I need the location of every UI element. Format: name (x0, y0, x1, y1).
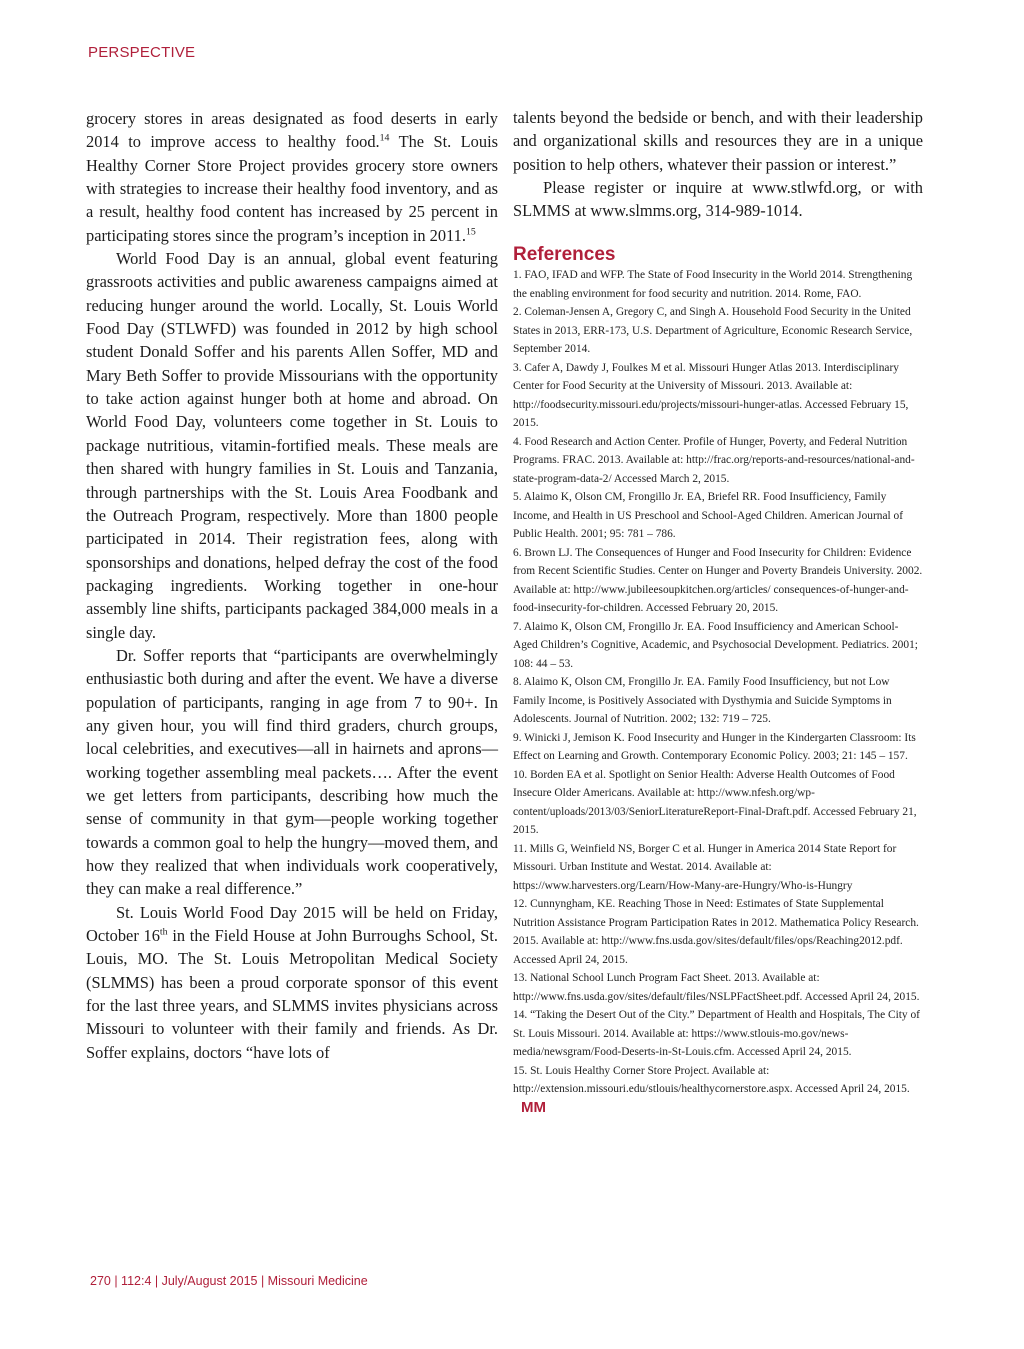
reference-item-last: 15. St. Louis Healthy Corner Store Project. Available at: http://extension.missouri.edu/stlouis/healthycornerstore.aspx. Accessed April 24, 2015.MM (513, 1064, 910, 1116)
reference-item: 8. Alaimo K, Olson CM, Frongillo Jr. EA. Family Food Insufficiency, but not Low Family Income, is Positively Associated with Dysthymia and Suicide Symptoms in Adolescents. Journal of Nutrition. 2002; 132: 719 – 725. (513, 676, 892, 726)
paragraph: grocery stores in areas designated as food deserts in early 2014 to improve access to healthy food.$^{14}$ The St. Louis Healthy Corner Store Project provides grocery store owners with strategies to increase their healthy food inventory, and as a result, healthy food content has increased by 25 percent in participating stores since the program’s inception in 2011.15 (86, 109, 498, 245)
reference-item: 2. Coleman-Jensen A, Gregory C, and Singh A. Household Food Security in the United States in 2013, ERR-173, U.S. Department of Agriculture, Economic Research Service, September 2014. (513, 306, 913, 356)
reference-item: 10. Borden EA et al. Spotlight on Senior Health: Adverse Health Outcomes of Food Insecure Older Americans. Available at: http://www.nfesh.org/wp-content/uploads/2013/03/SeniorLiteratureReport-Final-Draft.pdf. Accessed February 21, 2015. (513, 768, 917, 837)
reference-item: 4. Food Research and Action Center. Profile of Hunger, Poverty, and Federal Nutrition Programs. FRAC. 2013. Available at: http://frac.org/reports-and-resources/national-and-state-program-data-2/ Accessed March 2, 2015. (513, 435, 915, 485)
citation-superscript: 15 (465, 226, 476, 238)
left-column (86, 107, 498, 1064)
references-heading: References (513, 244, 616, 266)
reference-item: 14. “Taking the Desert Out of the City.” Department of Health and Hospitals, The City of St. Louis Missouri. 2014. Available at: https://www.stlouis-mo.gov/news-media/newsgram/Food-Deserts-in-St-Louis.cfm. Accessed April 24, 2015. (513, 1009, 920, 1059)
reference-item: 7. Alaimo K, Olson CM, Frongillo Jr. EA. Food Insufficiency and American School-Aged Children’s Cognitive, Academic, and Psychosocial Development. Pediatrics. 2001; 108: 44 – 53. (513, 620, 918, 670)
reference-item: 6. Brown LJ. The Consequences of Hunger and Food Insecurity for Children: Evidence from Recent Scientific Studies. Center on Hunger and Poverty Brandeis University. 2002. Available at: http://www.jubileesoupkitchen.org/articles/ consequences-of-hunger-and-food-insecurity-for-children. Accessed February 20, 2015. (513, 546, 923, 615)
reference-item: 3. Cafer A, Dawdy J, Foulkes M et al. Missouri Hunger Atlas 2013. Interdisciplinary Center for Food Security at the University of Missouri. 2013. Available at: http://foodsecurity.missouri.edu/projects/missouri-hunger-atlas. Accessed February 15, 2015. (513, 361, 909, 430)
paragraph: talents beyond the bedside or bench, and with their leadership and organizational skills and resources they are in a unique position to help others, whatever their passion or interest.” (513, 108, 923, 174)
reference-item: 9. Winicki J, Jemison K. Food Insecurity and Hunger in the Kindergarten Classroom: Its Effect on Learning and Growth. Contemporary Economic Policy. 2003; 21: 145 – 157. (513, 731, 916, 763)
reference-item: 11. Mills G, Weinfield NS, Borger C et al. Hunger in America 2014 State Report for Missouri. Urban Institute and Westat. 2014. Available at: https://www.harvesters.org/Learn/How-Many-are-Hungry/Who-is-Hungry (513, 842, 897, 892)
mm-end-mark-logo: MM (521, 1098, 546, 1116)
references-list (513, 266, 923, 1118)
reference-item: 12. Cunnyngham, KE. Reaching Those in Need: Estimates of State Supplemental Nutrition Assistance Program Participation Rates in 2012. Mathematica Policy Research. 2015. Available at: http://www.fns.usda.gov/sites/default/files/ops/Reaching2012.pdf. Accessed April 24, 2015. (513, 898, 919, 966)
right-column (513, 106, 923, 1118)
reference-item: 5. Alaimo K, Olson CM, Frongillo Jr. EA, Briefel RR. Food Insufficiency, Family Income, and Health in US Preschool and School-Aged Children. American Journal of Public Health. 2001; 95: 781 – 786. (513, 491, 904, 541)
reference-item: 1. FAO, IFAD and WFP. The State of Food Insecurity in the World 2014. Strengthening the enabling environment for food security and nutrition. 2014. Rome, FAO. (513, 269, 913, 300)
paragraph: Dr. Soffer reports that “participants are overwhelmingly enthusiastic both during and after the event. We have a diverse population of participants, ranging in age from 7 to 90+. In any given hour, you will find third graders, church groups, local celebrities, and executives—all in hairnets and aprons—working together assembling meal packets…. After the event we get letters from participants, describing how much the sense of community in that gym—people working together towards a common goal to help the hungry—moved them, and how they realized that when individuals work cooperatively, they can make a real difference.” (86, 645, 498, 899)
ordinal-superscript: th (159, 926, 168, 938)
citation-superscript: 14 (379, 132, 390, 144)
paragraph: World Food Day is an annual, global event featuring grassroots activities and public awareness campaigns aimed at reducing hunger around the world. Locally, St. Louis World Food Day (STLWFD) was founded in 2012 by high school student Donald Soffer and his parents Allen Soffer, MD and Mary Beth Soffer to provide Missourians with the opportunity to take action against hunger both at home and abroad. On World Food Day, volunteers come together in St. Louis to package nutritious, vitamin-fortified meals. These meals are then shared with hungry families in St. Louis and Tanzania, through partnerships with the St. Louis Area Foodbank and the Outreach Program, respectively. More than 1800 people participated in 2014. Their registration fees, along with sponsorships and donations, helped defray the cost of the food packaging ingredients. Working together in one-hour assembly line shifts, participants packaged 384,000 meals in a single day. (86, 249, 498, 642)
page-footer: 270 | 112:4 | July/August 2015 | Missouri Medicine (90, 1274, 368, 1288)
paragraph: St. Louis World Food Day 2015 will be held on Friday, October 16th in the Field House at John Burroughs School, St. Louis, MO. The St. Louis Metropolitan Medical Society (SLMMS) has been a proud corporate sponsor of this event for the last three years, and SLMMS invites physicians across Missouri to volunteer with their family and friends. As Dr. Soffer explains, doctors “have lots of (86, 902, 498, 1062)
paragraph: Please register or inquire at www.stlwfd.org, or with SLMMS at www.slmms.org, 314-989-1014. (513, 177, 923, 221)
section-label: PERSPECTIVE (88, 44, 196, 61)
reference-item: 13. National School Lunch Program Fact Sheet. 2013. Available at: http://www.fns.usda.gov/sites/default/files/NSLPFactSheet.pdf. Accessed April 24, 2015. (513, 972, 920, 1003)
